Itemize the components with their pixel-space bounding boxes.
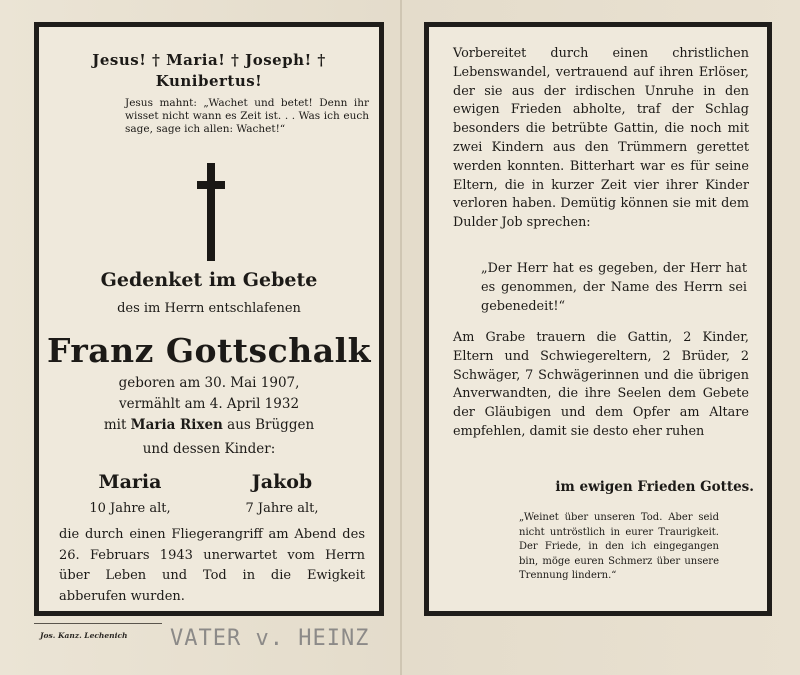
- closing-quote: „Weinet über unseren Tod. Aber seid nicht untröstlich in eurer Traurigkeit. Der Friede, in den ich eingegangen bin, möge euren Schmerz über unsere Trennung lindern.“: [519, 512, 719, 581]
- handwritten-note: VATER v. HEINZ: [170, 626, 370, 651]
- right-panel: [424, 22, 772, 616]
- child-age: 7 Jahre alt,: [245, 501, 319, 516]
- child-entry: [55, 471, 205, 516]
- spouse-line: [39, 417, 379, 433]
- heading-gedenket: Gedenket im Gebete: [100, 269, 318, 291]
- printer-imprint: Jos. Kanz. Lechenich: [40, 631, 128, 640]
- child-name: Jakob: [251, 471, 313, 493]
- spouse-name: Maria Rixen: [130, 417, 223, 433]
- frieden-line: im ewigen Frieden Gottes.: [555, 479, 754, 495]
- child-entry: [207, 471, 357, 516]
- memorial-paragraph-2: Am Grabe trauern die Gattin, 2 Kinder, Eltern und Schwiegereltern, 2 Brüder, 2 Schwäger, 7 Schwägerinnen und die übrigen Anverwandten, die ihre Seelen dem Gebete der Gläubigen und dem Opfer am Altare empfehlen, damit sie desto eher ruhen: [453, 330, 749, 439]
- left-panel: [34, 22, 384, 616]
- child-age: 10 Jahre alt,: [89, 501, 171, 516]
- spouse-origin: aus Brüggen: [227, 417, 315, 433]
- job-quote: „Der Herr hat es gegeben, der Herr hat es genommen, der Name des Herrn sei gebenedeit!“: [481, 261, 747, 314]
- birth-date: geboren am 30. Mai 1907,: [118, 375, 300, 391]
- child-name: Maria: [98, 471, 162, 493]
- fold-line: [400, 0, 402, 675]
- scripture-quote: Jesus mahnt: „Wachet und betet! Denn ihr wisset nicht wann es Zeit ist. . . Was ich euch sage, sage ich allen: Wachet!“: [125, 97, 369, 135]
- invocation-line-1: Jesus! † Maria! † Joseph! †: [92, 51, 326, 69]
- memorial-paragraph-1: Vorbereitet durch einen christlichen Lebenswandel, vertrauend auf ihren Erlöser, der sie aus der irdischen Unruhe in den ewigen Frieden abholte, traf der Schlag besonders die betrübte Gattin, die noch mit zwei Kindern aus den Trümmern gerettet werden konnten. Bitterhart war es für seine Eltern, die in kurzer Zeit vier ihrer Kinder verloren haben. Demütig können sie mit dem Dulder Job sprechen:: [453, 46, 749, 231]
- deceased-name: Franz Gottschalk: [47, 331, 371, 370]
- spouse-prefix: mit: [103, 417, 127, 433]
- cross-icon: [197, 163, 225, 261]
- subheading-entschlafen: des im Herrn entschlafenen: [117, 301, 301, 316]
- marriage-date: vermählt am 4. April 1932: [118, 396, 300, 412]
- children-intro: und dessen Kinder:: [142, 441, 276, 457]
- death-notice-text: die durch einen Fliegerangriff am Abend des 26. Februars 1943 unerwartet vom Herrn über Leben und Tod in die Ewigkeit abberufen wurden.: [59, 527, 365, 604]
- invocation-line-2: Kunibertus!: [155, 72, 263, 90]
- printer-rule: [34, 623, 162, 624]
